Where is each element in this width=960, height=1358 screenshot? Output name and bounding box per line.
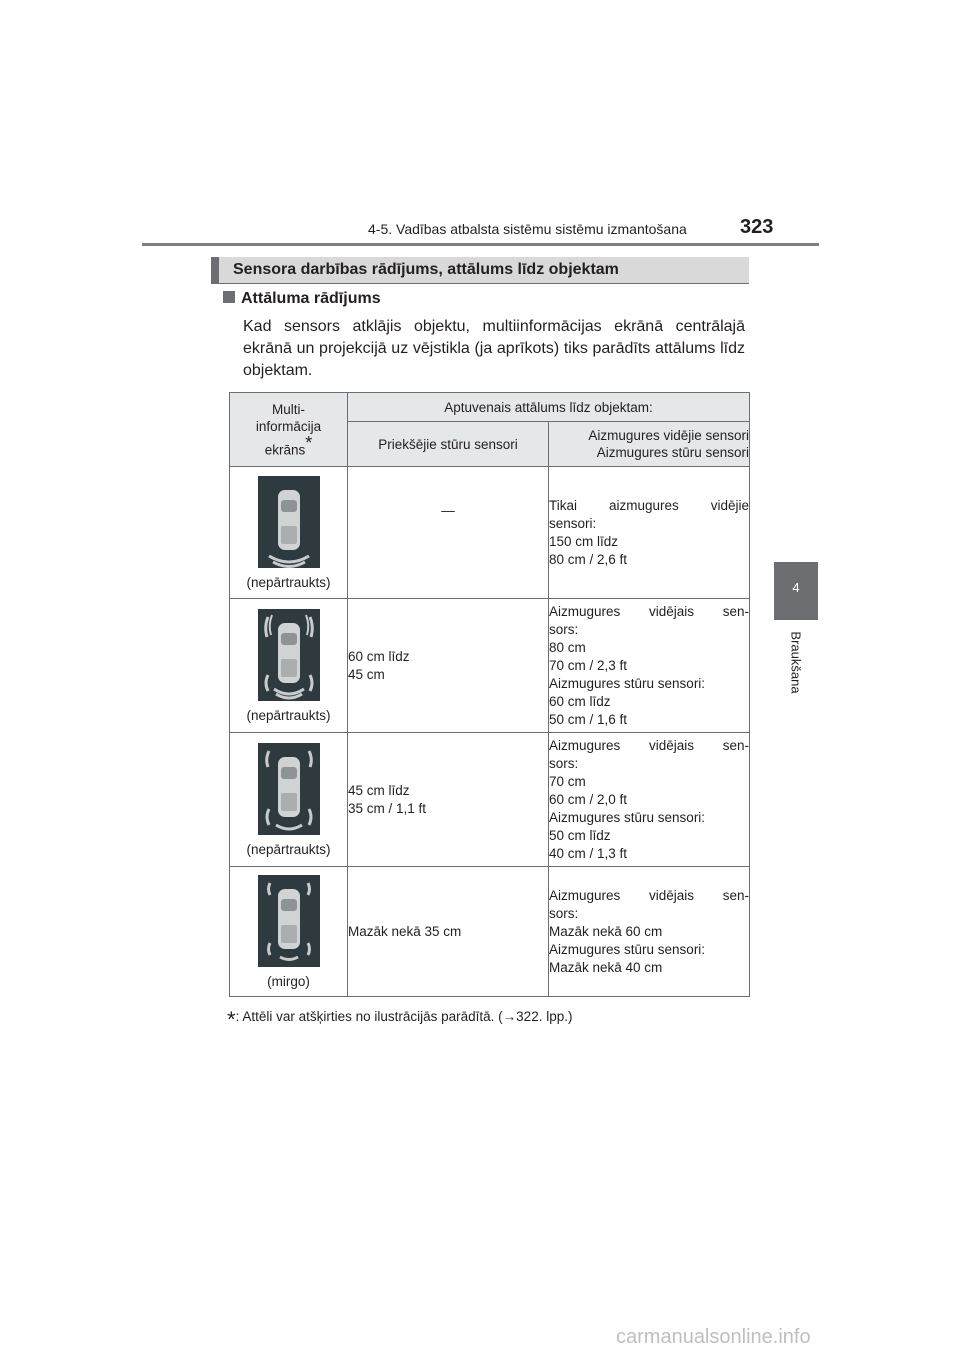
front-corner-value: 45 cm līdz 35 cm / 1,1 ft <box>348 733 549 867</box>
col-rear-header: Aizmugures vidējie sensori Aizmugures stūru sensori <box>549 422 750 467</box>
chapter-tab-label: Braukšana <box>788 631 804 694</box>
section-title: Sensora darbības rādījums, attālums līdz objektam <box>233 261 619 278</box>
front-corner-value: 60 cm līdz 45 cm <box>348 599 549 733</box>
intro-paragraph: Kad sensors atklājis objektu, multiinformācijas ekrānā centrālajā ekrānā un projekcijā uz vējstikla (ja aprīkots) tiks parādīts attālums līdz objektam. <box>243 318 745 379</box>
car-display-icon <box>258 743 320 835</box>
table-row <box>230 599 750 733</box>
front-corner-value: — <box>348 467 549 599</box>
subheading-text: Attāluma rādījums <box>241 290 381 307</box>
bullet-square-icon <box>223 291 235 303</box>
watermark: carmanualsonline.info <box>616 1326 811 1348</box>
display-image-cell <box>230 867 348 997</box>
front-corner-value: Mazāk nekā 35 cm <box>348 867 549 997</box>
car-display-icon <box>258 476 320 568</box>
footnote-text: : Attēli var atšķirties no ilustrācijās parādītā. ( <box>235 1009 503 1024</box>
col-front-corner-header: Priekšējie stūru sensori <box>348 422 549 467</box>
section-bar-line <box>211 283 749 284</box>
arrow-right-icon: → <box>502 1009 517 1024</box>
footnote-page-ref[interactable]: 322. lpp.) <box>516 1009 573 1024</box>
display-image-cell <box>230 733 348 867</box>
rear-value: Aizmugures vidējais sen- sors: Mazāk nekā 60 cm Aizmugures stūru sensori: Mazāk nekā 40 cm <box>549 867 750 997</box>
display-caption: (nepārtraukts) <box>246 707 331 723</box>
rear-value: Aizmugures vidējais sen- sors: 70 cm 60 cm / 2,0 ft Aizmugures stūru sensori: 50 cm līdz 40 cm / 1,3 ft <box>549 733 750 867</box>
col-group-header: Aptuvenais attālums līdz objektam: <box>348 393 750 422</box>
car-display-icon <box>258 875 320 967</box>
table-row <box>230 733 750 867</box>
table-header-row <box>230 393 750 422</box>
display-image-cell <box>230 599 348 733</box>
display-caption: (mirgo) <box>267 973 310 989</box>
header-rule <box>142 243 819 246</box>
page-number: 323 <box>740 216 774 238</box>
chapter-tab-number: 4 <box>792 580 800 595</box>
footnote-star-marker: * <box>305 432 313 453</box>
header-title: 4-5. Vadības atbalsta sistēmu sistēmu izmantošana <box>368 221 687 237</box>
car-display-icon <box>258 609 320 701</box>
table-row <box>230 867 750 997</box>
rear-value: Aizmugures vidējais sen- sors: 80 cm 70 cm / 2,3 ft Aizmugures stūru sensori: 60 cm līdz 50 cm / 1,6 ft <box>549 599 750 733</box>
subheading <box>223 290 381 308</box>
footnote <box>227 1001 573 1032</box>
section-bar <box>211 257 749 283</box>
display-caption: (nepārtraukts) <box>246 841 331 857</box>
distance-table <box>229 392 750 997</box>
chapter-tab <box>774 562 818 620</box>
rear-value: Tikai aizmugures vidējie sensori: 150 cm līdz 80 cm / 2,6 ft <box>549 467 750 599</box>
display-image-cell <box>230 467 348 599</box>
display-caption: (nepārtraukts) <box>246 574 331 590</box>
col-display-header: Multi- informācija ekrāns* <box>230 393 348 467</box>
table-row <box>230 467 750 599</box>
footnote-star: * <box>227 1007 236 1032</box>
